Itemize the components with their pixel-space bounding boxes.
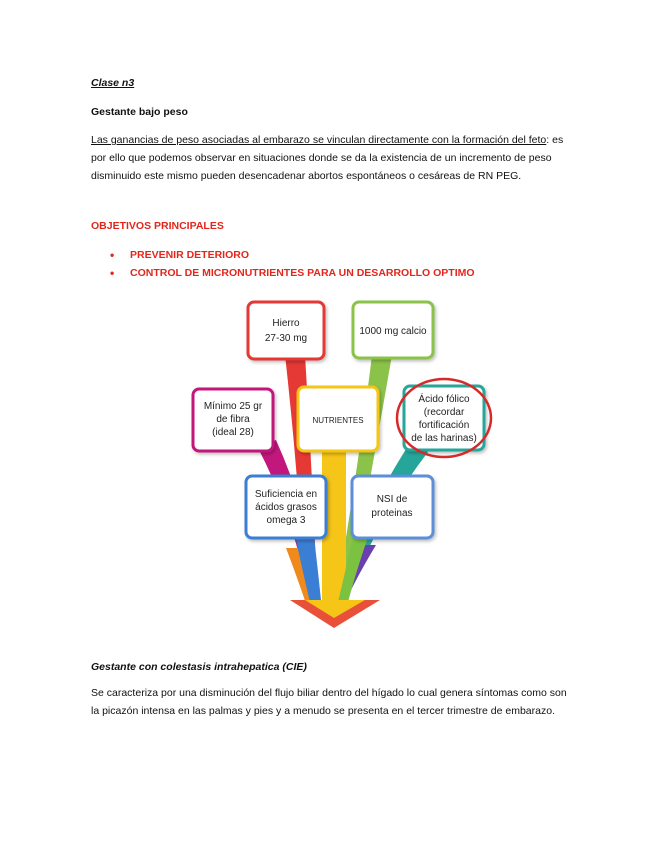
box-hierro-line-2: 27-30 mg bbox=[264, 333, 308, 344]
paragraph-colestasis: Se caracteriza por una disminución del flujo biliar dentro del hígado lo cual genera síntomas como son la picazón intensa en las palmas y pies y a menudo se presenta en el tercer trimestre de embarazo. bbox=[91, 687, 567, 717]
box-fibra-line-2: de fibra bbox=[216, 414, 250, 425]
box-folico-line-1: Ácido fólico bbox=[418, 394, 470, 405]
box-proteinas-line-2: proteinas bbox=[371, 508, 413, 519]
paragraph-underlined-text: Las ganancias de peso asociadas al embarazo se vinculan directamente con la formación del feto bbox=[91, 134, 547, 146]
objective-item: • PREVENIR DETERIORO bbox=[110, 246, 475, 264]
objectives-heading: OBJETIVOS PRINCIPALES bbox=[91, 220, 224, 232]
box-proteinas-line-1: NSI de bbox=[376, 494, 408, 505]
box-hierro-line-1: Hierro bbox=[272, 318, 300, 329]
section-heading-bajo-peso: Gestante bajo peso bbox=[91, 106, 188, 118]
box-fibra-line-1: Mínimo 25 gr bbox=[203, 401, 263, 412]
paragraph-rest-text: : es por ello que podemos observar en situaciones donde se da la existencia de un incremento de peso disminuido este mismo pueden desencadenar abortos espontáneos o cesáreas de RN PEG. bbox=[91, 134, 564, 182]
box-calcio-line-1: 1000 mg calcio bbox=[359, 326, 427, 337]
box-omega-line-1: Suficiencia en bbox=[254, 489, 318, 500]
box-folico-line-2: (recordar bbox=[423, 407, 465, 418]
box-omega-line-3: omega 3 bbox=[266, 515, 306, 526]
box-folico-line-3: fortificación bbox=[418, 420, 470, 431]
box-omega-line-2: ácidos grasos bbox=[255, 502, 317, 513]
box-folico-line-4: de las harinas) bbox=[411, 433, 477, 444]
box-fibra-line-3: (ideal 28) bbox=[212, 427, 254, 438]
class-title: Clase n3 bbox=[91, 77, 135, 89]
box-nutrientes-label: NUTRIENTES bbox=[312, 416, 364, 425]
section-heading-colestasis: Gestante con colestasis intrahepatica (CIE) bbox=[91, 661, 307, 673]
box-hierro bbox=[248, 302, 324, 359]
box-proteinas bbox=[352, 476, 433, 538]
objective-item: • CONTROL DE MICRONUTRIENTES PARA UN DESARROLLO OPTIMO bbox=[110, 264, 475, 282]
